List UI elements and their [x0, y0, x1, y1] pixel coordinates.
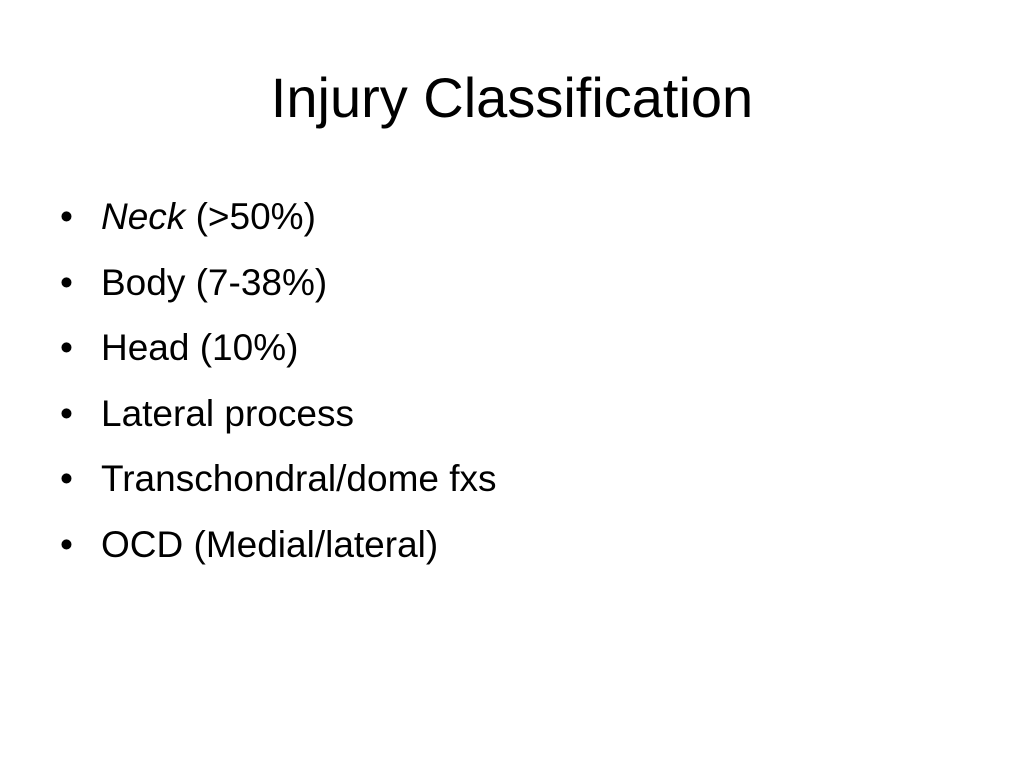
bullet-item [60, 184, 497, 250]
bullet-text: OCD (Medial/lateral) [101, 523, 439, 565]
bullet-text: Transchondral/dome fxs [101, 458, 497, 499]
bullet-dot: • [60, 196, 73, 237]
bullet-item [60, 512, 497, 578]
bullet-dot: • [60, 523, 73, 565]
bullet-item [60, 446, 497, 512]
slide-title: Injury Classification [270, 66, 754, 129]
bullet-text: (>50%) [185, 196, 316, 237]
bullet-dot: • [60, 458, 73, 499]
bullet-dot: • [60, 327, 73, 368]
bullet-list [60, 184, 497, 577]
bullet-item [60, 315, 497, 381]
bullet-item [60, 381, 497, 447]
bullet-text: Head (10%) [101, 327, 299, 368]
bullet-text: Lateral process [101, 392, 354, 434]
bullet-dot: • [60, 261, 73, 303]
bullet-emphasis: Neck [101, 196, 186, 237]
bullet-item [60, 250, 497, 316]
bullet-text: Body (7-38%) [101, 261, 328, 303]
bullet-dot: • [60, 392, 73, 434]
